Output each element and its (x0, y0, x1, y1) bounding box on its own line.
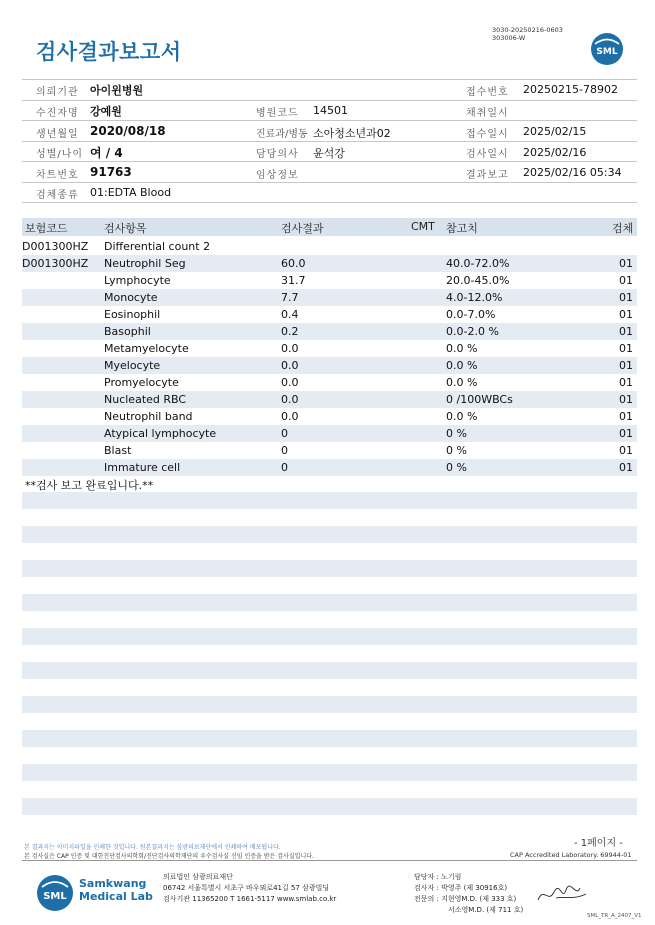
empty-row-band (22, 594, 637, 611)
cell-test-item: Neutrophil Seg (104, 257, 186, 270)
cell-reference: 0.0-2.0 % (446, 325, 499, 338)
cell-test-item: Myelocyte (104, 359, 161, 372)
hospital-code-value: 14501 (313, 104, 348, 117)
cell-result: 31.7 (281, 274, 306, 287)
info-divider (22, 79, 637, 80)
report-complete-note: **검사 보고 완료입니다.** (25, 479, 154, 492)
info-divider (22, 100, 637, 101)
org-address: 06742 서울특별시 서초구 바우뫼로41길 57 삼광빌딩 (163, 884, 330, 892)
sml-logo-text: SML (596, 47, 618, 57)
org-brand-line-1: Samkwang (79, 877, 147, 890)
header-specimen: 검체 (612, 222, 634, 235)
empty-row-band (22, 696, 637, 713)
cell-test-item: Immature cell (104, 461, 181, 474)
footer-logo-text: SML (43, 891, 67, 902)
cell-result: 0.0 (281, 393, 299, 406)
doctor-value: 윤석강 (313, 147, 345, 160)
empty-row-band (22, 492, 637, 509)
cell-reference: 0 % (446, 461, 467, 474)
org-info (163, 872, 336, 905)
cell-reference: 0.0-7.0% (446, 308, 496, 321)
dept-value: 소아청소년과02 (313, 127, 391, 140)
cell-specimen: 01 (619, 461, 633, 474)
cell-result: 0.0 (281, 410, 299, 423)
sampling-date-label: 채취일시 (466, 108, 509, 119)
staff-specialist-2: 서소영M.D. (제 711 호) (448, 906, 524, 914)
cell-specimen: 01 (619, 274, 633, 287)
sex-age-label: 성별/나이 (36, 149, 84, 160)
org-contact: 검사기관 11365200 T 1661-5117 www.smlab.co.kr (163, 895, 337, 903)
cell-test-item: Eosinophil (104, 308, 161, 321)
page-number: - 1페이지 - (574, 838, 623, 849)
header-test-item: 검사항목 (104, 222, 147, 235)
empty-row-band (22, 526, 637, 543)
cell-result: 0 (281, 461, 288, 474)
cell-reference: 4.0-12.0% (446, 291, 503, 304)
cell-reference: 0 /100WBCs (446, 393, 513, 406)
cell-reference: 0.0 % (446, 376, 478, 389)
cell-test-item: Neutrophil band (104, 410, 193, 423)
sml-logo-icon (590, 32, 624, 66)
info-divider (22, 141, 637, 142)
test-date-label: 검사일시 (466, 149, 509, 160)
staff-specialist-1: 전문의 : 지현영M.D. (제 333 호) (414, 895, 517, 903)
empty-row-band (22, 764, 637, 781)
hospital-code-label: 병원코드 (256, 108, 299, 119)
cell-result: 60.0 (281, 257, 306, 270)
test-date-value: 2025/02/16 (523, 146, 587, 159)
image-disclaimer: 본 결과지는 이미지파일을 인쇄한 것입니다. 원본결과지는 삼광의료재단에서 인쇄하여 배포됩니다. (24, 844, 281, 851)
cell-reference: 0.0 % (446, 342, 478, 355)
report-date-value: 2025/02/16 05:34 (523, 166, 622, 179)
header-reference: 참고치 (446, 222, 478, 235)
cell-result: 0 (281, 427, 288, 440)
cell-test-item: Atypical lymphocyte (104, 427, 217, 440)
cell-test-item: Promyelocyte (104, 376, 179, 389)
cell-result: 0.0 (281, 359, 299, 372)
accreditation-note: 본 검사실은 CAP 인증 및 대한진단검사의학회/진단검사의학재단의 우수검사실 신임 인증을 받은 검사실입니다. (24, 853, 314, 860)
cell-reference: 0.0 % (446, 410, 478, 423)
document-code-line-2: 303006-W (492, 34, 526, 42)
signature-icon (536, 882, 590, 908)
cell-result: 0.2 (281, 325, 299, 338)
reception-no-value: 20250215-78902 (523, 83, 618, 96)
reception-date-label: 접수일시 (466, 129, 509, 140)
birth-value: 2020/08/18 (90, 124, 166, 138)
form-code: SML_TR_A_2407_V1 (587, 913, 642, 919)
samkwang-logo-icon (36, 874, 74, 912)
cell-insurance-code: D001300HZ (22, 240, 89, 253)
info-divider (22, 202, 637, 203)
specimen-label: 검체종류 (36, 190, 79, 201)
cell-specimen: 01 (619, 427, 633, 440)
header-cmt: CMT (411, 220, 435, 233)
cell-reference: 0 % (446, 427, 467, 440)
cell-specimen: 01 (619, 359, 633, 372)
cell-specimen: 01 (619, 291, 633, 304)
cell-result: 0.0 (281, 342, 299, 355)
header-insurance-code: 보험코드 (25, 222, 68, 235)
patient-label: 수진자명 (36, 108, 79, 119)
dept-label: 진료과/병동 (256, 129, 308, 140)
cell-test-item: Nucleated RBC (104, 393, 187, 406)
cell-insurance-code: D001300HZ (22, 257, 89, 270)
cap-accreditation: CAP Accredited Laboratory. 69944-01 (510, 851, 632, 859)
cell-test-item: Basophil (104, 325, 151, 338)
cell-result: 0.0 (281, 376, 299, 389)
cell-specimen: 01 (619, 308, 633, 321)
org-brand-name (79, 877, 153, 903)
document-code-line-1: 3030-20250216-0603 (492, 26, 563, 34)
cell-reference: 20.0-45.0% (446, 274, 510, 287)
cell-reference: 0 % (446, 444, 467, 457)
document-code (492, 26, 563, 42)
cell-test-item: Lymphocyte (104, 274, 171, 287)
sex-age-value: 여 / 4 (90, 146, 123, 160)
footer-divider (22, 860, 637, 861)
header-result: 검사결과 (281, 222, 324, 235)
reception-no-label: 접수번호 (466, 87, 509, 98)
cell-test-item: Monocyte (104, 291, 158, 304)
cell-specimen: 01 (619, 342, 633, 355)
empty-row-band (22, 560, 637, 577)
cell-test-item: Blast (104, 444, 132, 457)
empty-row-band (22, 628, 637, 645)
cell-specimen: 01 (619, 410, 633, 423)
cell-result: 0.4 (281, 308, 299, 321)
empty-row-band (22, 730, 637, 747)
patient-value: 강예원 (90, 105, 122, 118)
cell-specimen: 01 (619, 257, 633, 270)
staff-tester: 검사자 : 박영주 (제 30916호) (414, 884, 508, 892)
cell-specimen: 01 (619, 376, 633, 389)
cell-reference: 0.0 % (446, 359, 478, 372)
cell-test-item: Differential count 2 (104, 240, 211, 253)
cell-specimen: 01 (619, 444, 633, 457)
client-value: 아이윈병원 (90, 84, 144, 97)
doctor-label: 담당의사 (256, 149, 299, 160)
cell-test-item: Metamyelocyte (104, 342, 189, 355)
org-brand-line-2: Medical Lab (79, 890, 153, 903)
birth-label: 생년월일 (36, 129, 79, 140)
cell-specimen: 01 (619, 325, 633, 338)
report-title: 검사결과보고서 (36, 40, 182, 64)
org-title: 의료법인 삼광의료재단 (163, 873, 233, 881)
chart-value: 91763 (90, 165, 132, 179)
staff-info (414, 872, 523, 916)
cell-specimen: 01 (619, 393, 633, 406)
clinical-label: 임상정보 (256, 170, 299, 181)
specimen-value: 01:EDTA Blood (90, 186, 172, 199)
cell-result: 7.7 (281, 291, 299, 304)
cell-result: 0 (281, 444, 288, 457)
info-divider (22, 161, 637, 162)
info-divider (22, 182, 637, 183)
report-date-label: 결과보고 (466, 170, 509, 181)
client-label: 의뢰기관 (36, 87, 79, 98)
info-divider (22, 120, 637, 121)
empty-row-band (22, 798, 637, 815)
cell-reference: 40.0-72.0% (446, 257, 510, 270)
reception-date-value: 2025/02/15 (523, 125, 587, 138)
staff-manager: 담당자 : 노기림 (414, 873, 462, 881)
chart-label: 차트번호 (36, 170, 79, 181)
empty-row-band (22, 662, 637, 679)
